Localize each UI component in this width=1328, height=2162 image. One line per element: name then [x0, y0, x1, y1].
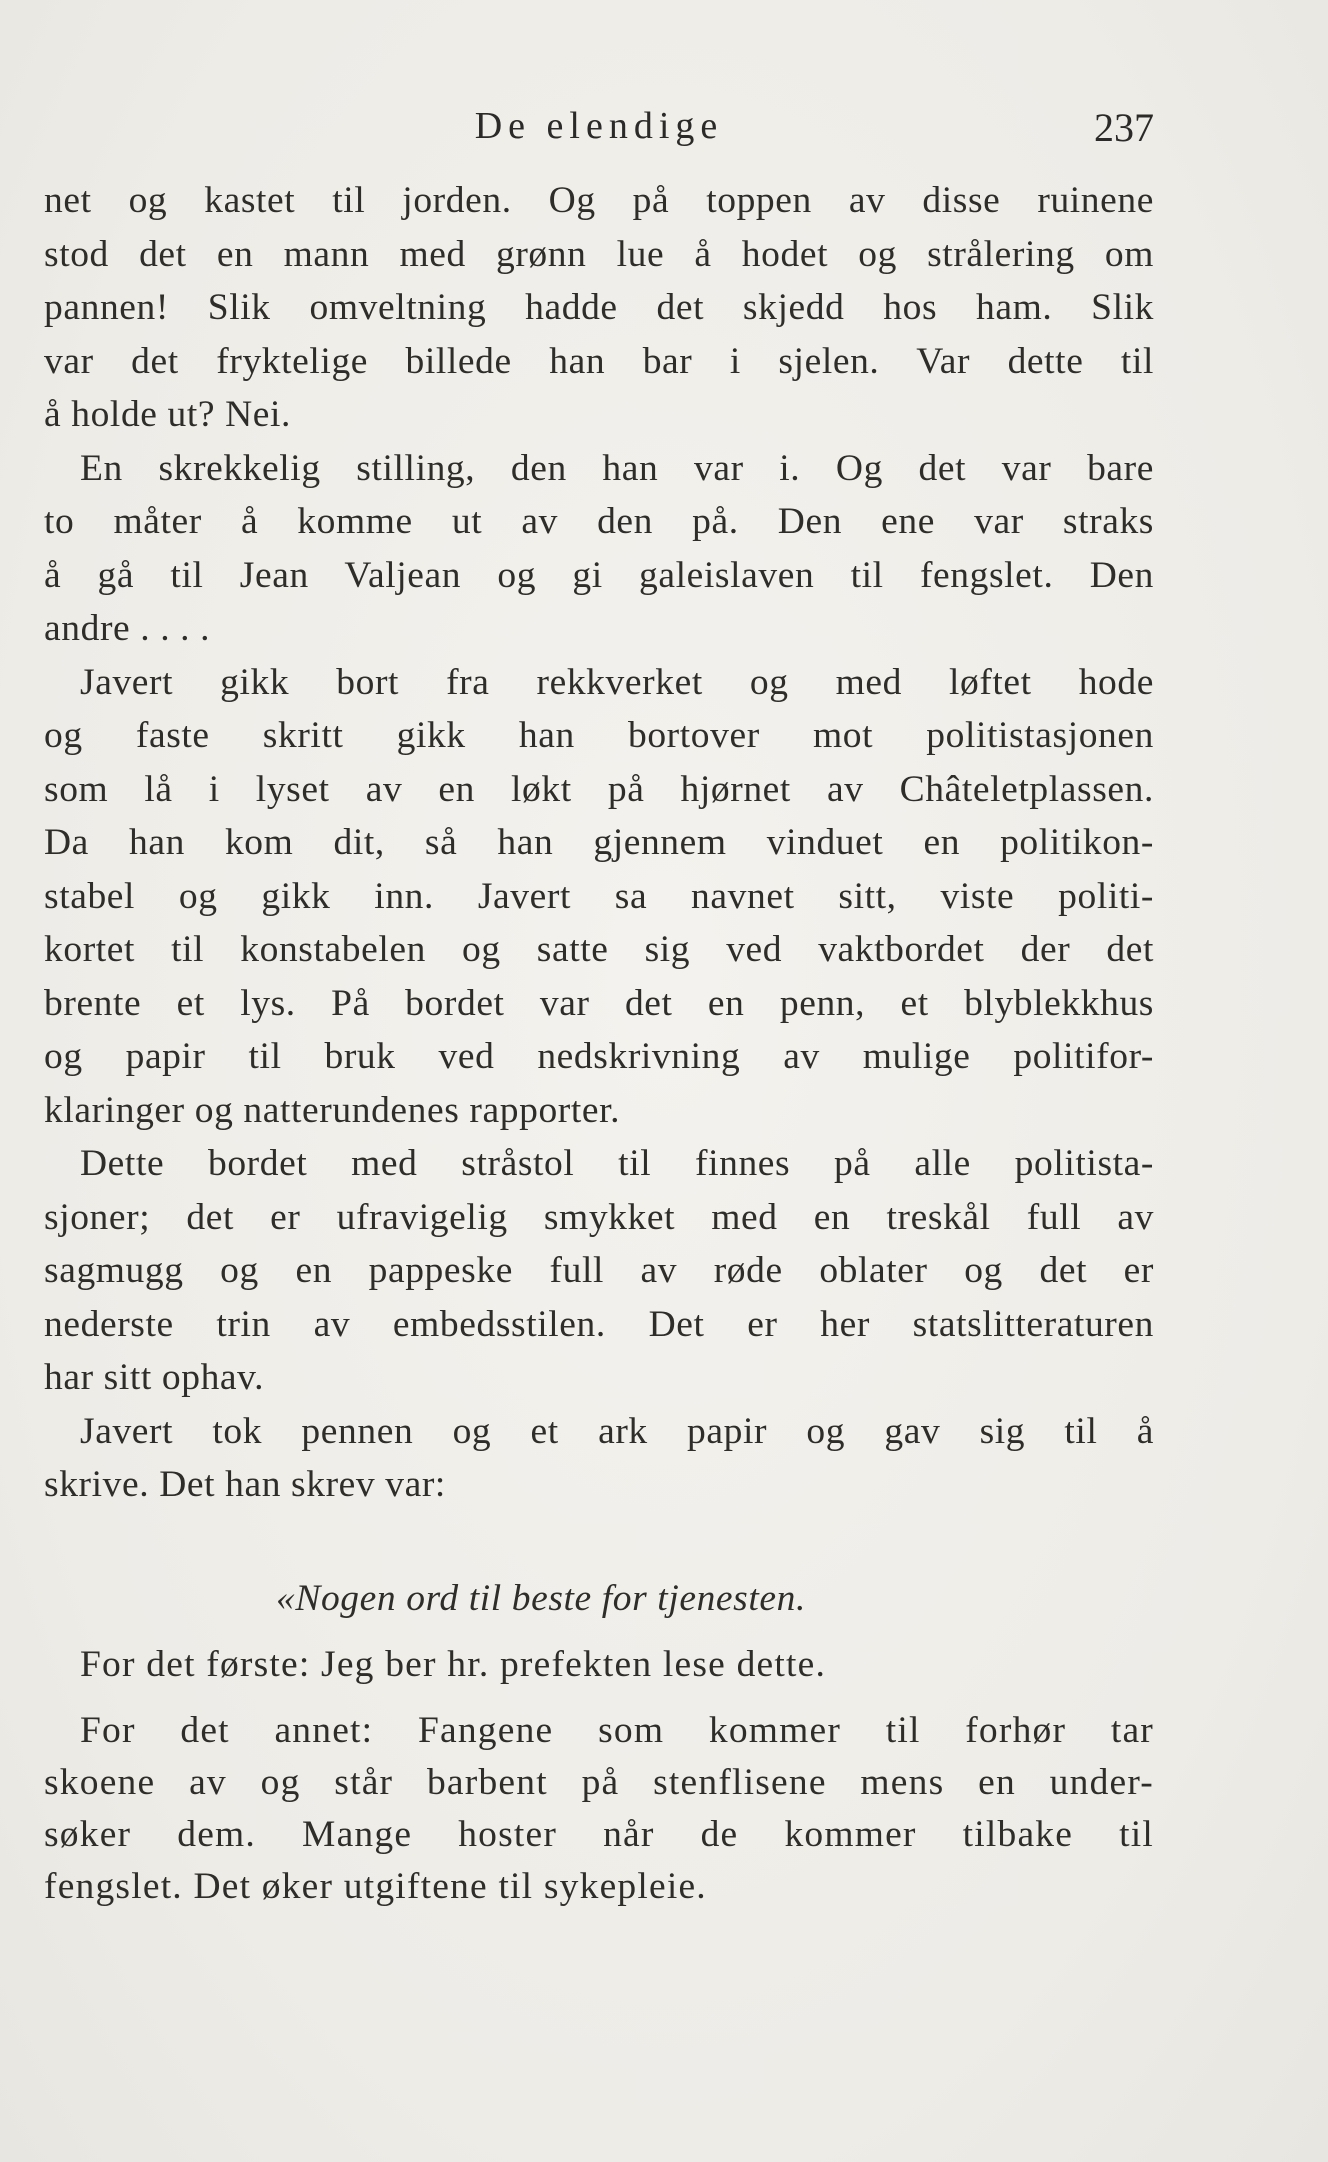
- letter-line: For det første: Jeg ber hr. prefekten lese dette.: [80, 1644, 827, 1685]
- text-line: nederste trin av embedsstilen. Det er her statslitteraturen: [44, 1303, 1154, 1345]
- text-line: og papir til bruk ved nedskrivning av mulige politifor-: [44, 1036, 1154, 1077]
- text-line: Javert gikk bort fra rekkverket og med løftet hode: [80, 661, 1154, 703]
- page-header: [44, 96, 1154, 156]
- text-line: net og kastet til jorden. Og på toppen av disse ruinene: [44, 180, 1154, 221]
- text-line: Dette bordet med stråstol til finnes på alle politista-: [80, 1143, 1154, 1184]
- text-line: som lå i lyset av en løkt på hjørnet av Châteletplassen.: [44, 768, 1154, 810]
- letter-line: For det annet: Fangene som kommer til forhør tar: [80, 1710, 1154, 1751]
- running-title: De elendige: [474, 105, 724, 147]
- text-line: sagmugg og en pappeske full av røde oblater og det er: [44, 1250, 1154, 1291]
- text-line: kortet til konstabelen og satte sig ved vaktbordet der det: [44, 929, 1154, 970]
- text-line: sjoner; det er ufravigelig smykket med en treskål full av: [44, 1196, 1154, 1238]
- text-line: har sitt ophav.: [44, 1357, 265, 1398]
- text-line: pannen! Slik omveltning hadde det skjedd hos ham. Slik: [44, 287, 1154, 328]
- page-number: 237: [1094, 105, 1154, 150]
- text-line: skrive. Det han skrev var:: [44, 1464, 446, 1505]
- letter-line: fengslet. Det øker utgiftene til sykepleie.: [44, 1866, 707, 1907]
- text-line: å gå til Jean Valjean og gi galeislaven til fengslet. Den: [44, 554, 1154, 596]
- text-line: andre . . . .: [44, 608, 211, 649]
- text-line: klaringer og natterundenes rapporter.: [44, 1089, 621, 1131]
- letter-heading: «Nogen ord til beste for tjenesten.: [276, 1577, 806, 1619]
- text-line: En skrekkelig stilling, den han var i. Og det var bare: [80, 447, 1154, 489]
- section-gap: [44, 1512, 1154, 1572]
- text-line: Javert tok pennen og et ark papir og gav sig til å: [80, 1410, 1154, 1452]
- letter-line: skoene av og står barbent på stenflisene mens en under-: [44, 1762, 1154, 1803]
- text-line: brente et lys. På bordet var det en penn, et blyblekkhus: [44, 982, 1154, 1024]
- text-line: å holde ut? Nei.: [44, 394, 292, 435]
- letter-line: søker dem. Mange hoster når de kommer tilbake til: [44, 1814, 1154, 1855]
- text-line: var det fryktelige billede han bar i sjelen. Var dette til: [44, 340, 1154, 382]
- text-line: og faste skritt gikk han bortover mot politistasjonen: [44, 715, 1154, 756]
- text-line: to måter å komme ut av den på. Den ene var straks: [44, 501, 1154, 542]
- text-line: stod det en mann med grønn lue å hodet og strålering om: [44, 233, 1154, 275]
- text-line: Da han kom dit, så han gjennem vinduet en politikon-: [44, 822, 1154, 863]
- body-text: [44, 174, 1154, 1913]
- text-line: stabel og gikk inn. Javert sa navnet sitt, viste politi-: [44, 875, 1154, 917]
